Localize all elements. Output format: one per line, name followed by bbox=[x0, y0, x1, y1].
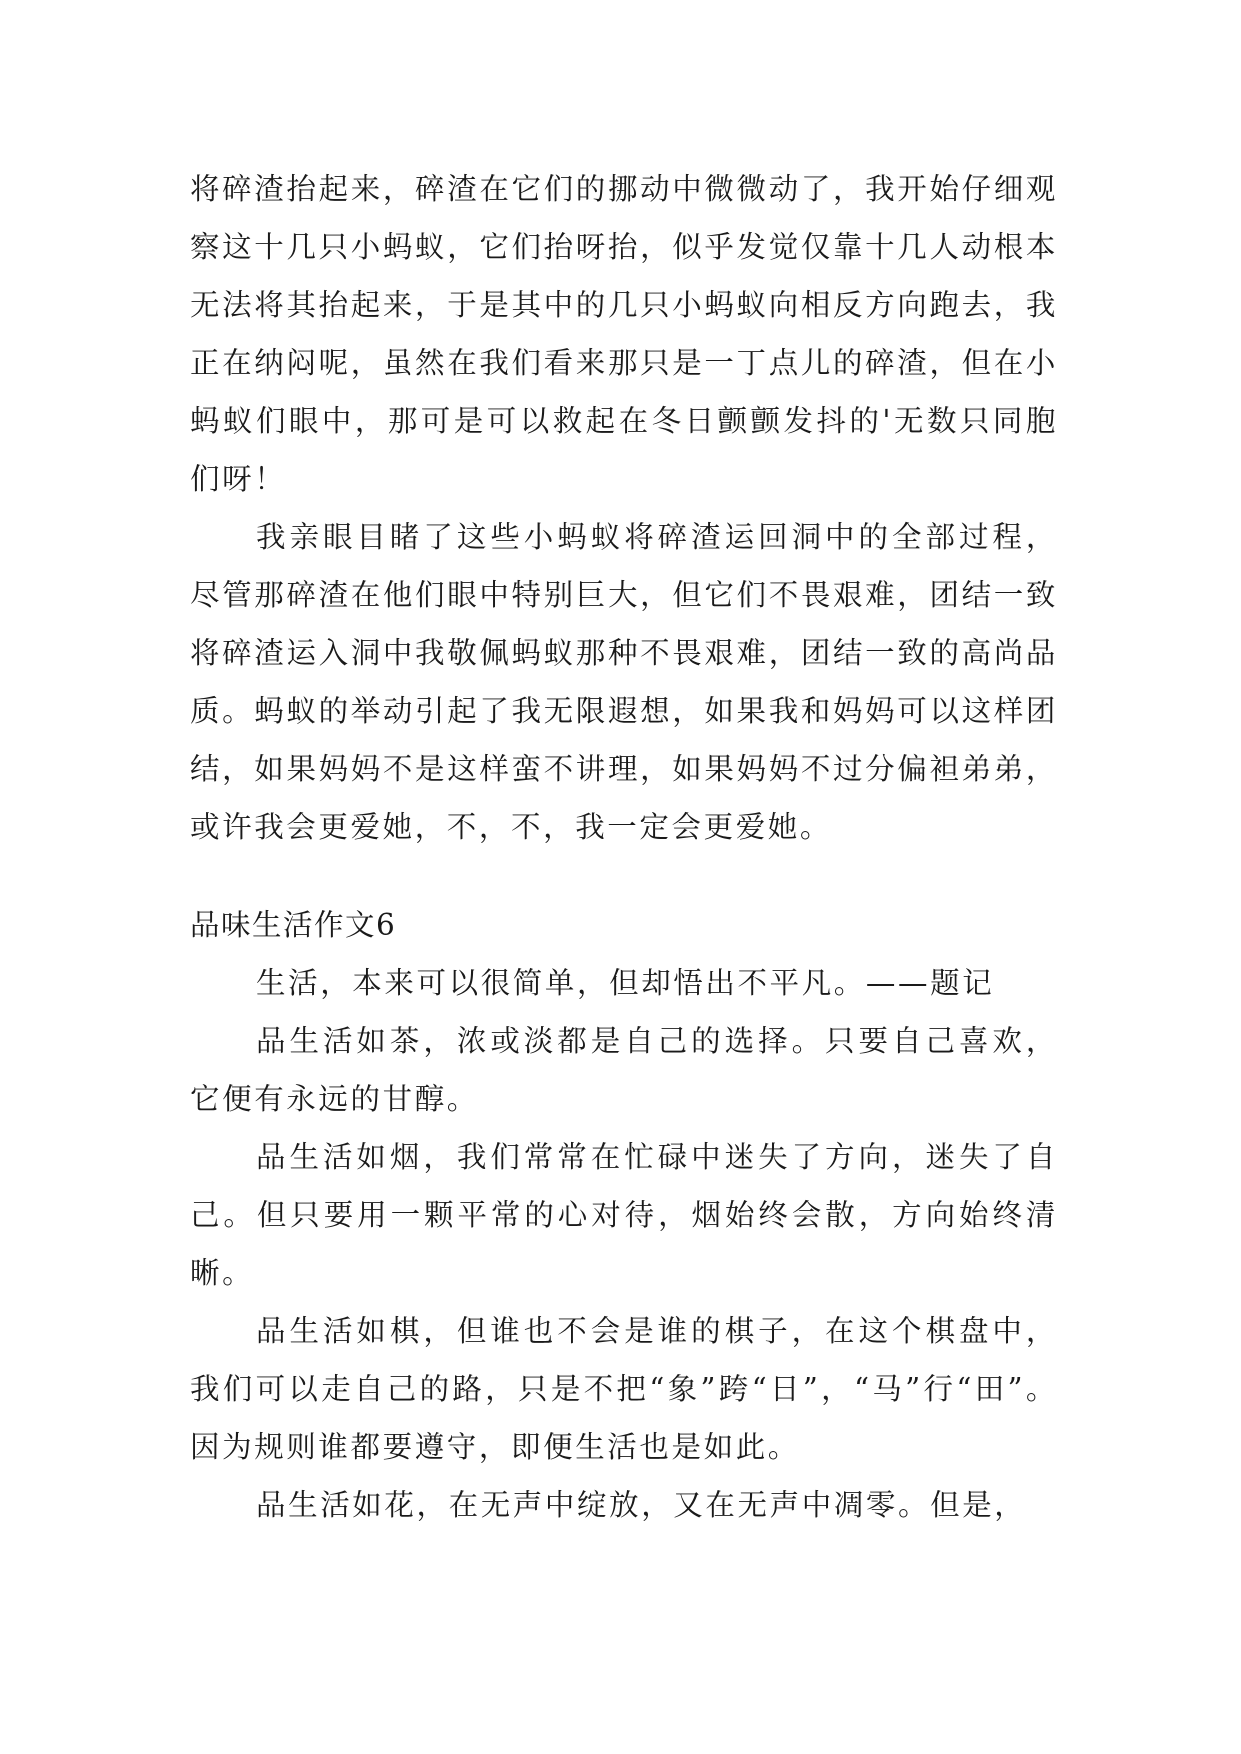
section-title: 品味生活作文6 bbox=[190, 908, 397, 942]
paragraph: 品生活如棋，但谁也不会是谁的棋子，在这个棋盘中，我们可以走自己的路，只是不把“象”跨“日”，“马”行“田”。因为规则谁都要遵守，即便生活也是如此。 bbox=[190, 1314, 1058, 1464]
paragraph: 我亲眼目睹了这些小蚂蚁将碎渣运回洞中的全部过程，尽管那碎渣在他们眼中特别巨大，但它们不畏艰难，团结一致将碎渣运入洞中我敬佩蚂蚁那种不畏艰难，团结一致的高尚品质。蚂蚁的举动引起了我无限遐想，如果我和妈妈可以这样团结，如果妈妈不是这样蛮不讲理，如果妈妈不过分偏袒弟弟，或许我会更爱她，不，不，我一定会更爱她。 bbox=[190, 520, 1058, 844]
epigraph: 生活，本来可以很简单，但却悟出不平凡。——题记 bbox=[256, 966, 995, 1000]
paragraph: 品生活如烟，我们常常在忙碌中迷失了方向，迷失了自己。但只要用一颗平常的心对待，烟始终会散，方向始终清晰。 bbox=[190, 1140, 1058, 1290]
paragraph: 品生活如花，在无声中绽放，又在无声中凋零。但是， bbox=[256, 1488, 1027, 1522]
paragraph: 品生活如茶，浓或淡都是自己的选择。只要自己喜欢，它便有永远的甘醇。 bbox=[190, 1024, 1058, 1116]
paragraph-continued: 将碎渣抬起来，碎渣在它们的挪动中微微动了，我开始仔细观察这十几只小蚂蚁，它们抬呀抬，似乎发觉仅靠十几人动根本无法将其抬起来，于是其中的几只小蚂蚁向相反方向跑去，我正在纳闷呢，虽然在我们看来那只是一丁点儿的碎渣，但在小蚂蚁们眼中，那可是可以救起在冬日颤颤发抖的'无数只同胞们呀！ bbox=[190, 172, 1058, 496]
document-body bbox=[190, 160, 1058, 1534]
